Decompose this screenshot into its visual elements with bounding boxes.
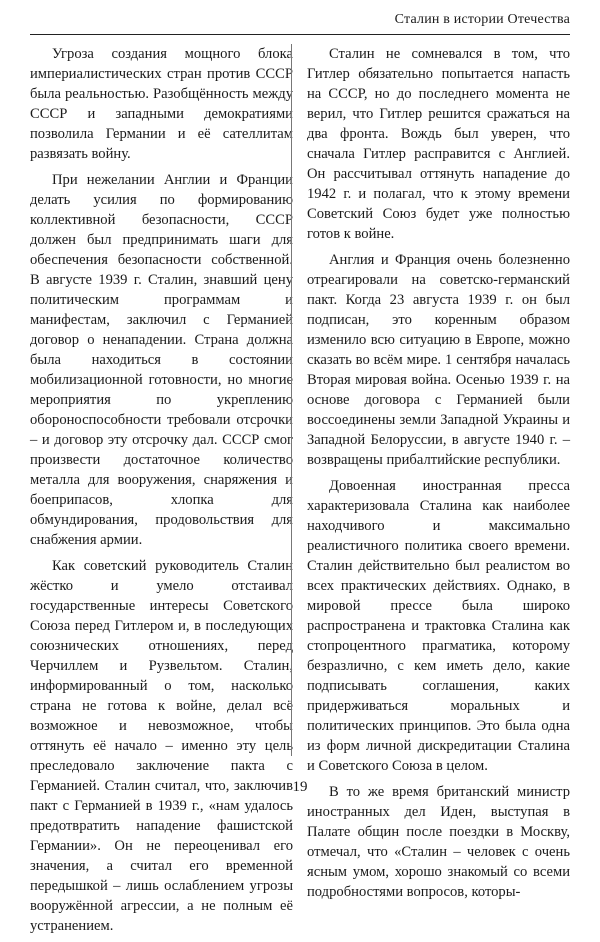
running-header-title: Сталин в истории Отечества — [394, 12, 570, 27]
column-divider — [291, 44, 292, 756]
page-number: 19 — [292, 779, 308, 795]
header-rule — [30, 34, 570, 35]
paragraph: Довоенная иностранная пресса характеризовала Сталина как наиболее находчивого и максимально реалистичного политика своего времени. Сталин действительно был реалистом во всех практических действиях. Однако, в мировой прессе была широко распространена и трактовка Сталина как стопроцентного прагматика, которому безразлично, с кем иметь дело, какие подписывать соглашения, каких придерживаться моральных и политических принципов. Это была одна из форм личной дискредитации Сталина и Советского Союза в целом. — [307, 478, 570, 774]
paragraph: Сталин не сомневался в том, что Гитлер обязательно попытается напасть на СССР, но до последнего момента не верил, что Гитлер решится сражаться на два фронта. Вождь был уверен, что сначала Гитлер расправится с Англией. Он рассчитывал оттянуть нападение до 1942 г. и полагал, что к этому времени Советский Союз будет уже полностью готов к войне. — [307, 46, 570, 242]
left-column — [30, 44, 293, 942]
paragraph: Англия и Франция очень болезненно отреагировали на советско-германский пакт. Когда 23 августа 1939 г. он был подписан, это коренным образом изменило всю ситуацию в Европе, можно сказать во всём мире. 1 сентября началась Вторая мировая война. Осенью 1939 г. на основе договора с Германией были воссоединены земли Западной Украины и Западной Белоруссии, в августе 1940 г. – возвращены прибалтийские республики. — [307, 252, 570, 468]
paragraph: Как советский руководитель Сталин жёстко и умело отстаивал государственные интересы Советского Союза перед Гитлером и, в последующих союзнических отношениях, перед Черчиллем и Рузвельтом. Сталин, информированный о том, насколько страна не готова к войне, делал всё возможное и невозможное, чтобы оттянуть её начало – именно эту цель преследовало заключение пакта с Германией. Сталин считал, что, заключив пакт с Германией в 1939 г., «нам удалось предотвратить нападение фашистской Германии». Он не переоценивал его значения, а считал его временной передышкой – лишь ослаблением угрозы вооружённой агрессии, а не полным её устранением. — [30, 558, 293, 934]
paragraph: Угроза создания мощного блока империалистических стран против СССР была реальностью. Разобщённость между СССР и западными демократиями позволила Германии и её сателлитам развязать войну. — [30, 46, 293, 162]
paragraph: При нежелании Англии и Франции делать усилия по формированию коллективной безопасности, СССР должен был предпринимать шаги для обеспечения безопасности собственной. В августе 1939 г. Сталин, знавший цену политическим программам и манифестам, заключил с Германией договор о ненападении. Страна должна была находиться в состоянии мобилизационной готовности, но многие мероприятия по укреплению обороноспособности требовали отсрочки – и договор эту отсрочку дал. СССР смог произвести достаточное количество металла для вооружения, снаряжения и боеприпасов, хлопка для обмундирования, продовольствия для снабжения армии. — [30, 172, 293, 548]
paragraph: В то же время британский министр иностранных дел Иден, выступая в Палате общин после поездки в Москву, отмечал, что «Сталин – человек с очень ясным умом, хорошо знакомый со всеми подробностями вопросов, которы- — [307, 784, 570, 900]
